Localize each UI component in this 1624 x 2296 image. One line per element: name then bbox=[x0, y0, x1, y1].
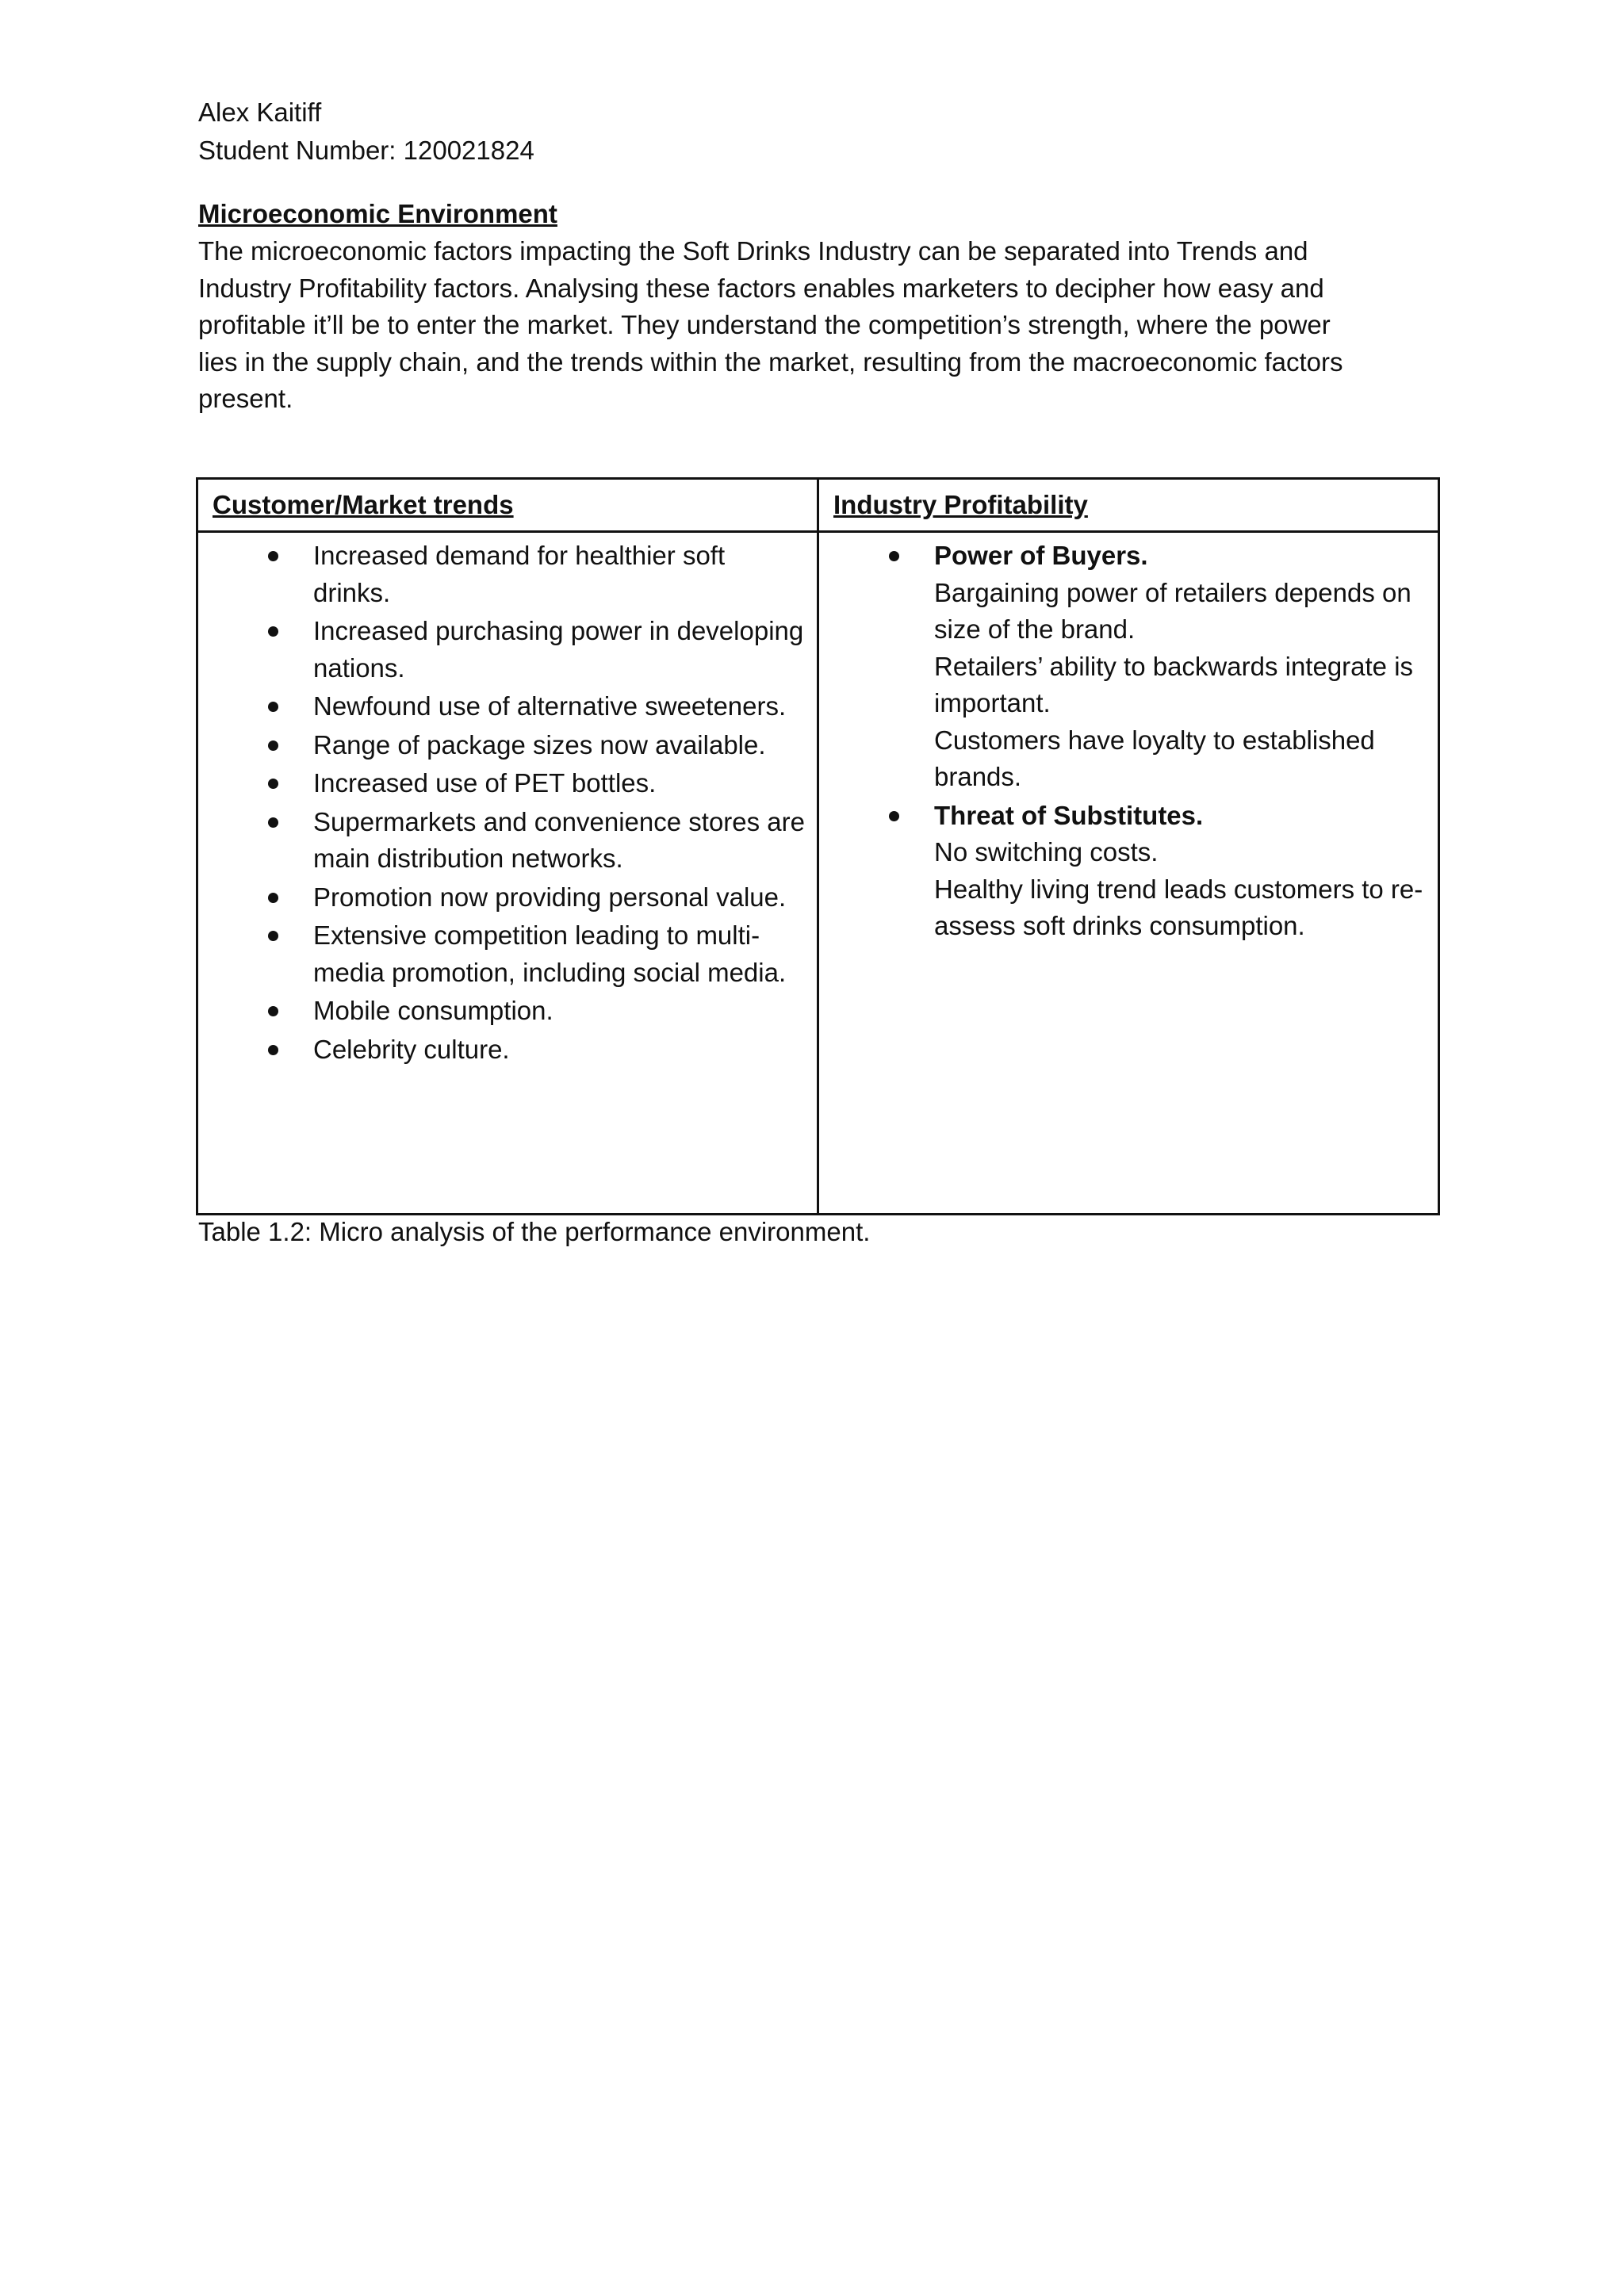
intro-paragraph bbox=[198, 233, 1451, 418]
force-detail: Healthy living trend leads customers to re-assess soft drinks consumption. bbox=[934, 874, 1423, 940]
force-detail: Retailers’ ability to backwards integrate is important. bbox=[934, 651, 1414, 718]
list-item bbox=[934, 798, 1430, 945]
list-item bbox=[313, 993, 809, 1030]
list-item bbox=[313, 1031, 809, 1069]
bullet-icon bbox=[268, 1006, 278, 1016]
bullet-icon bbox=[268, 1045, 278, 1055]
bullet-icon bbox=[889, 551, 899, 561]
force-detail: Bargaining power of retailers depends on size of the brand. bbox=[934, 577, 1411, 644]
table-caption: Table 1.2: Micro analysis of the performance environment. bbox=[198, 1217, 871, 1246]
list-item bbox=[313, 804, 809, 878]
trend-text: Celebrity culture. bbox=[313, 1034, 510, 1064]
trends-cell bbox=[197, 532, 818, 1215]
intro-line: The microeconomic factors impacting the Soft Drinks Industry can be separated into Trends and bbox=[198, 236, 1308, 266]
profitability-list bbox=[819, 533, 1438, 945]
bullet-icon bbox=[268, 817, 278, 828]
intro-line: Industry Profitability factors. Analysing these factors enables marketers to decipher how easy and bbox=[198, 273, 1324, 303]
force-heading: Threat of Substitutes. bbox=[934, 800, 1204, 830]
force-detail: No switching costs. bbox=[934, 837, 1159, 867]
list-item bbox=[313, 727, 809, 764]
bullet-icon bbox=[268, 931, 278, 941]
list-item bbox=[313, 879, 809, 916]
bullet-icon bbox=[268, 740, 278, 751]
table-header-row bbox=[197, 479, 1439, 532]
list-item bbox=[313, 688, 809, 725]
force-heading: Power of Buyers. bbox=[934, 541, 1148, 570]
author-name: Alex Kaitiff bbox=[198, 98, 322, 127]
trends-list bbox=[198, 533, 817, 1068]
micro-analysis-table bbox=[196, 477, 1440, 1215]
bullet-icon bbox=[889, 811, 899, 821]
profitability-cell bbox=[818, 532, 1439, 1215]
bullet-icon bbox=[268, 893, 278, 903]
bullet-icon bbox=[268, 702, 278, 712]
intro-line: present. bbox=[198, 384, 293, 413]
trend-text: Increased demand for healthier soft drinks. bbox=[313, 541, 726, 607]
bullet-icon bbox=[268, 779, 278, 789]
force-detail: Customers have loyalty to established brands. bbox=[934, 725, 1375, 791]
table-body-row bbox=[197, 532, 1439, 1215]
section-title: Microeconomic Environment bbox=[198, 199, 557, 228]
trend-text: Promotion now providing personal value. bbox=[313, 882, 787, 912]
header-industry-profitability: Industry Profitability bbox=[818, 479, 1439, 532]
trend-text: Range of package sizes now available. bbox=[313, 729, 766, 760]
list-item bbox=[313, 917, 809, 991]
bullet-icon bbox=[268, 626, 278, 637]
trend-text: Increased purchasing power in developing nations. bbox=[313, 616, 804, 683]
trend-text: Increased use of PET bottles. bbox=[313, 768, 657, 798]
bullet-icon bbox=[268, 551, 278, 561]
trend-text: Mobile consumption. bbox=[313, 996, 553, 1025]
list-item bbox=[313, 538, 809, 611]
trend-text: Extensive competition leading to multi-media promotion, including social media. bbox=[313, 920, 787, 987]
intro-line: profitable it’ll be to enter the market. They understand the competition’s strength, where the power bbox=[198, 310, 1331, 339]
header-customer-market-trends: Customer/Market trends bbox=[197, 479, 818, 532]
header bbox=[198, 94, 534, 170]
list-item bbox=[313, 613, 809, 687]
list-item bbox=[934, 538, 1430, 796]
list-item bbox=[313, 765, 809, 802]
trend-text: Newfound use of alternative sweeteners. bbox=[313, 691, 787, 721]
intro-line: lies in the supply chain, and the trends within the market, resulting from the macroeconomic factors bbox=[198, 346, 1343, 377]
trend-text: Supermarkets and convenience stores are main distribution networks. bbox=[313, 806, 806, 873]
student-number: Student Number: 120021824 bbox=[198, 136, 534, 165]
